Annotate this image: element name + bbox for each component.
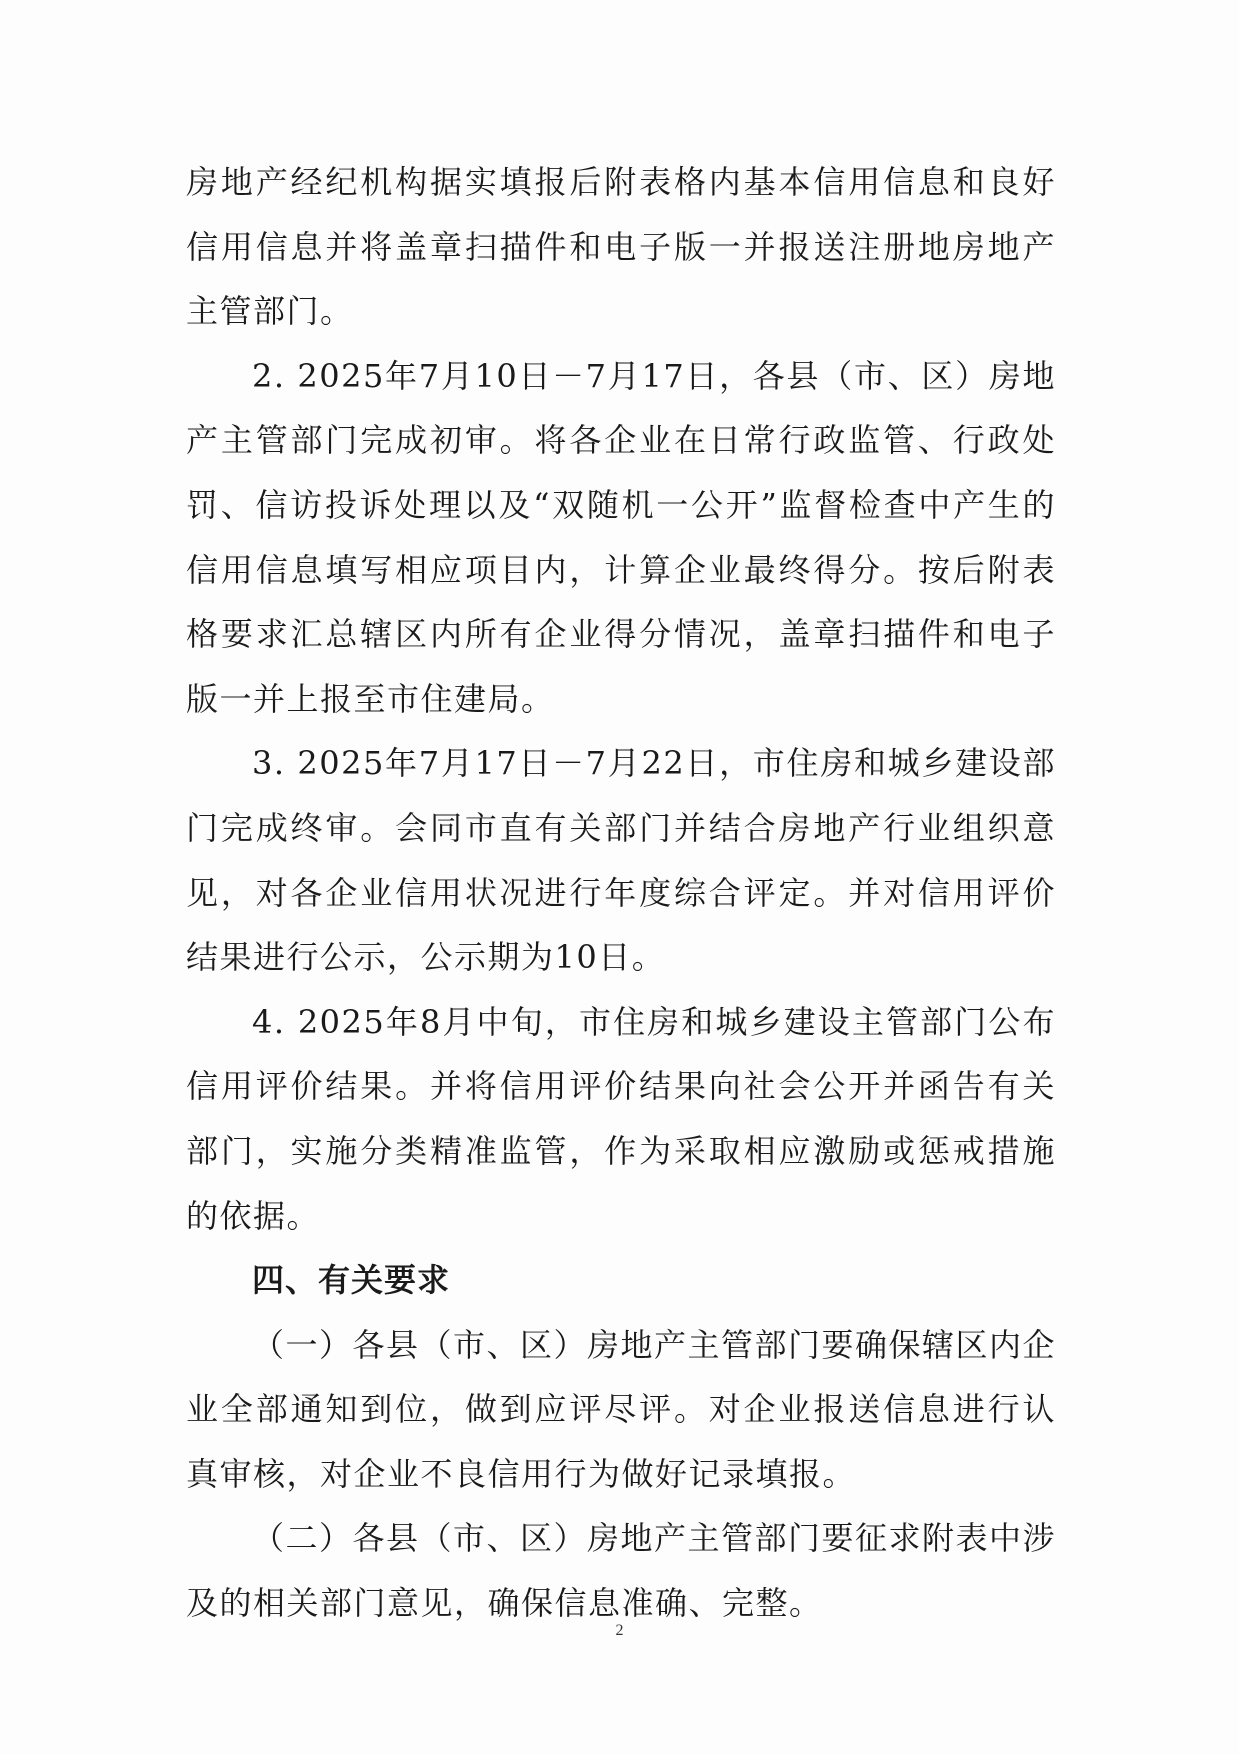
- requirement-1: （一）各县（市、区）房地产主管部门要确保辖区内企业全部通知到位，做到应评尽评。对企业报送信息进行认真审核，对企业不良信用行为做好记录填报。: [186, 1325, 1057, 1493]
- document-body: [186, 150, 1056, 1636]
- requirement-2: （二）各县（市、区）房地产主管部门要征求附表中涉及的相关部门意见，确保信息准确、完整。: [186, 1519, 1057, 1623]
- page-number: 2: [615, 1622, 624, 1639]
- paragraph-item-2: 2. 2025年7月10日－7月17日，各县（市、区）房地产主管部门完成初审。将各企业在日常行政监管、行政处罚、信访投诉处理以及“双随机一公开”监督检查中产生的信用信息填写相应项目内，计算企业最终得分。按后附表格要求汇总辖区内所有企业得分情况，盖章扫描件和电子版一并上报至市住建局。: [186, 356, 1056, 718]
- paragraph-item-4: 4. 2025年8月中旬，市住房和城乡建设主管部门公布信用评价结果。并将信用评价结果向社会公开并函告有关部门，实施分类精准监管，作为采取相应激励或惩戒措施的依据。: [186, 1002, 1056, 1235]
- section-heading: 四、有关要求: [252, 1261, 451, 1300]
- paragraph-continuation: 房地产经纪机构据实填报后附表格内基本信用信息和良好信用信息并将盖章扫描件和电子版一并报送注册地房地产主管部门。: [186, 163, 1056, 331]
- paragraph-item-3: 3. 2025年7月17日－7月22日，市住房和城乡建设部门完成终审。会同市直有关部门并结合房地产行业组织意见，对各企业信用状况进行年度综合评定。并对信用评价结果进行公示，公示期为10日。: [186, 744, 1056, 977]
